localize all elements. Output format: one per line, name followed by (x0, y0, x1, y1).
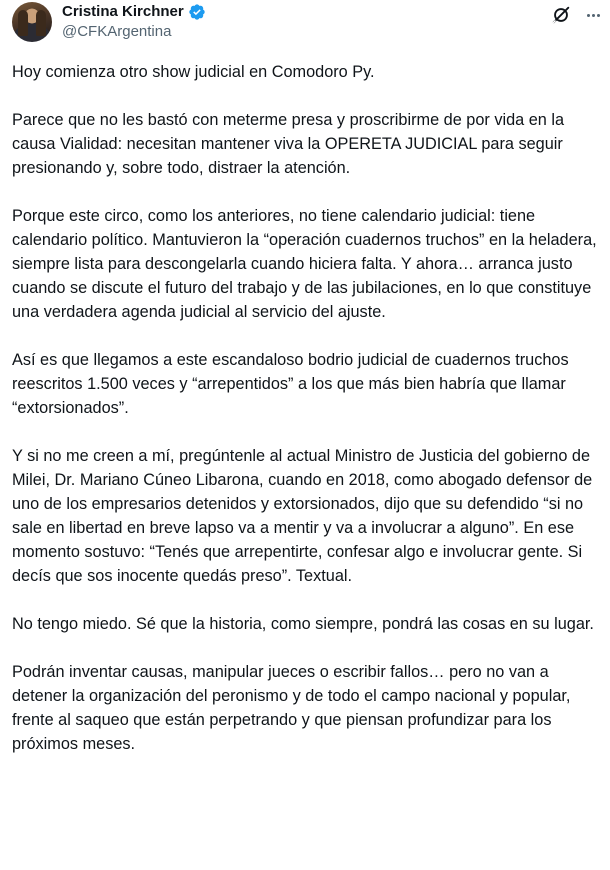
tweet-paragraph: Así es que llegamos a este escandaloso bodrio judicial de cuadernos truchos reescritos 1.500 veces y “arrepentidos” a los que más bien habría que llamar “extorsionados”. (12, 351, 569, 417)
verified-badge-icon (188, 3, 206, 21)
tweet-paragraph: Hoy comienza otro show judicial en Comodoro Py. (12, 63, 375, 81)
author-handle[interactable]: @CFKArgentina (62, 23, 172, 40)
tweet-paragraph: No tengo miedo. Sé que la historia, como siempre, pondrá las cosas en su lugar. (12, 615, 594, 633)
tweet-text (12, 60, 602, 780)
author-display-name[interactable]: Cristina Kirchner (62, 3, 184, 20)
tweet-paragraph: Porque este circo, como los anteriores, no tiene calendario judicial: tiene calendario político. Mantuvieron la “operación cuadernos truchos” en la heladera, siempre lista para descongelarla cuando hiciera falta. Y ahora… arranca justo cuando se discute el futuro del trabajo y de las jubilaciones, en lo que constituye una verdadera agenda judicial al servicio del ajuste. (12, 207, 597, 321)
tweet-paragraph: Podrán inventar causas, manipular jueces o escribir fallos… pero no van a detener la organización del peronismo y de todo el campo nacional y popular, frente al saqueo que están perpetrando y que piensan profundizar para los próximos meses. (12, 663, 571, 753)
more-options-icon[interactable] (583, 4, 603, 26)
avatar[interactable] (12, 2, 52, 42)
tweet-header (0, 0, 610, 52)
grok-icon[interactable] (550, 4, 572, 26)
tweet-paragraph: Parece que no les bastó con meterme presa y proscribirme de por vida en la causa Vialidad: necesitan mantener viva la OPERETA JUDICIAL para seguir presionando y, sobre todo, distraer la atención. (12, 111, 565, 177)
tweet-paragraph: Y si no me creen a mí, pregúntenle al actual Ministro de Justicia del gobierno de Milei, Dr. Mariano Cúneo Libarona, cuando en 2018, como abogado defensor de uno de los empresarios detenidos y extorsionados, dijo que su defendido “si no sale en libertad en breve lapso va a mentir y va a involucrar a alguno”. En ese momento sostuvo: “Tenés que arrepentirte, confesar algo e involucrar gente. Si decís que sos inocente quedás preso”. Textual. (12, 447, 593, 585)
author-name-row (62, 2, 206, 22)
